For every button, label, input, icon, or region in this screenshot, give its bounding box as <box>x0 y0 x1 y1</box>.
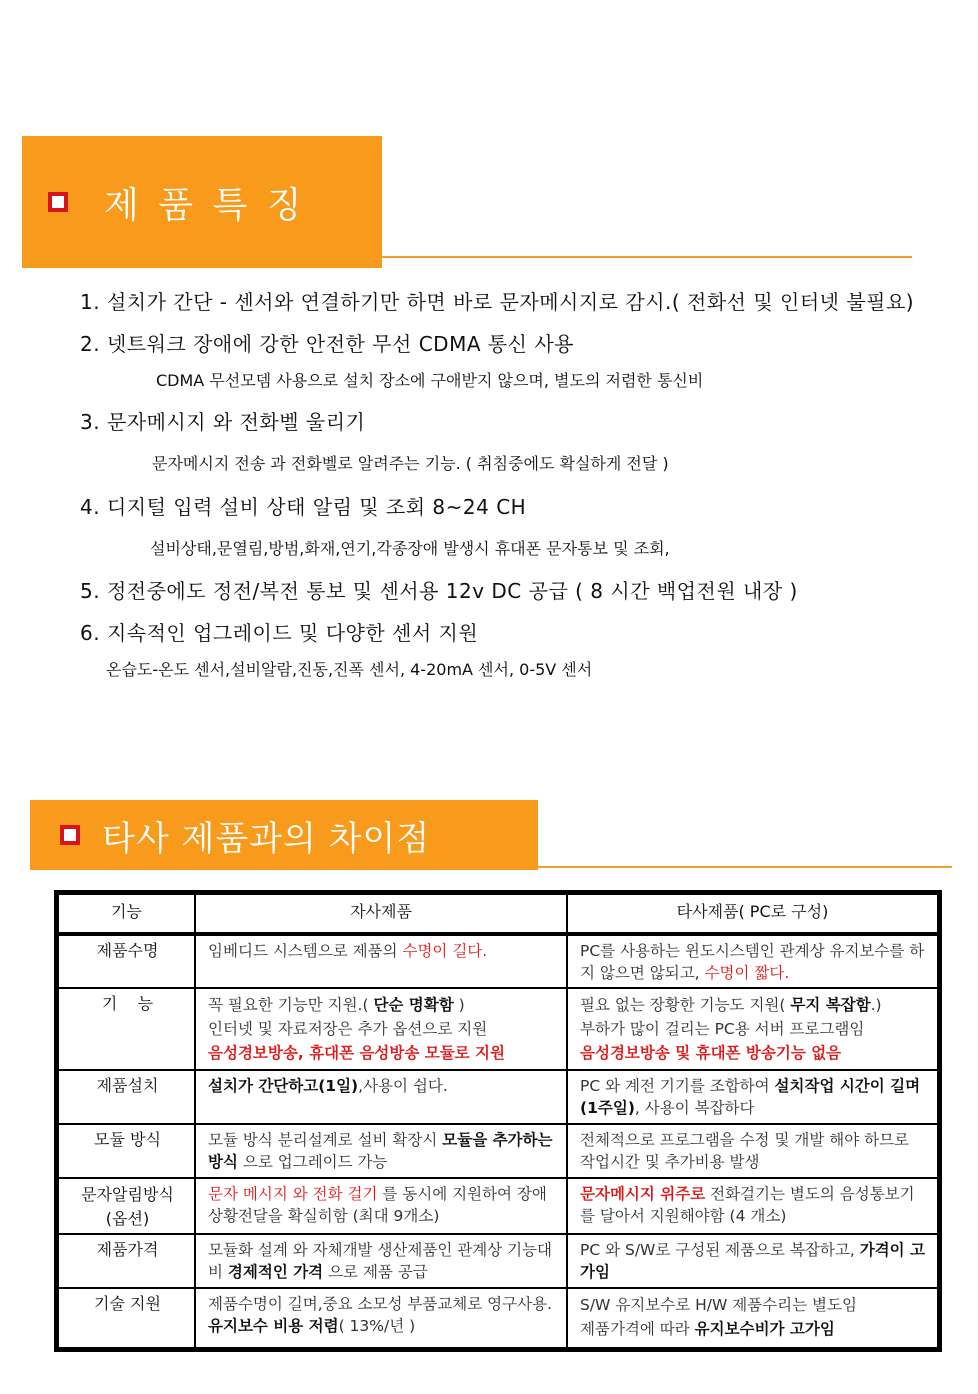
table-header-row <box>58 894 938 934</box>
table-row <box>58 1124 938 1178</box>
feature-6-detail: 온습도-온도 센서,설비알람,진동,진폭 센서, 4-20mA 센서, 0-5V 센서 <box>106 660 593 679</box>
section2-rule <box>538 866 952 868</box>
section1-banner <box>22 136 382 268</box>
section1-rule <box>382 256 912 258</box>
theirs-cell: 문자메시지 위주로 전화걸기는 별도의 음성통보기를 달아서 지원해야함 (4 개소) <box>567 1178 938 1234</box>
table-row <box>58 988 938 1070</box>
checkbox-icon <box>60 825 80 845</box>
theirs-cell: 필요 없는 장황한 기능도 지원( 무지 복잡함.) 부하가 많이 걸리는 PC용 서버 프로그램임 음성경보방송 및 휴대폰 방송기능 없음 <box>567 988 938 1070</box>
ours-cell: 모듈 방식 분리설계로 설비 확장시 모듈을 추가하는 방식 으로 업그레이드 가능 <box>195 1124 567 1178</box>
theirs-cell: 전체적으로 프로그램을 수정 및 개발 해야 하므로 작업시간 및 추가비용 발생 <box>567 1124 938 1178</box>
feature-2: 2. 넷트워크 장애에 강한 안전한 무선 CDMA 통신 사용 <box>80 332 575 356</box>
theirs-cell: PC 와 계전 기기를 조합하여 설치작업 시간이 길며 (1주일), 사용이 복잡하다 <box>567 1070 938 1124</box>
feature-6: 6. 지속적인 업그레이드 및 다양한 센서 지원 <box>80 621 479 645</box>
row-label: 제품수명 <box>58 934 195 988</box>
table-row <box>58 1178 938 1234</box>
ours-cell: 꼭 필요한 기능만 지원.( 단순 명확함 ) 인터넷 및 자료저장은 추가 옵션으로 지원 음성경보방송, 휴대폰 음성방송 모듈로 지원 <box>195 988 567 1070</box>
row-label: 모듈 방식 <box>58 1124 195 1178</box>
ours-cell: 문자 메시지 와 전화 걸기 를 동시에 지원하여 장애 상황전달을 확실히함 (최대 9개소) <box>195 1178 567 1234</box>
table-row <box>58 1070 938 1124</box>
section2-title: 타사 제품과의 차이점 <box>102 818 431 859</box>
feature-3-detail: 문자메시지 전송 과 전화벨로 알려주는 기능. ( 취침중에도 확실하게 전달 ) <box>152 454 669 473</box>
section2-banner <box>30 800 538 870</box>
feature-4: 4. 디지털 입력 설비 상태 알림 및 조회 8~24 CH <box>80 495 527 519</box>
comparison-table <box>54 890 942 1352</box>
theirs-cell: S/W 유지보수로 H/W 제품수리는 별도임 제품가격에 따라 유지보수비가 고가임 <box>567 1288 938 1348</box>
row-label: 제품가격 <box>58 1234 195 1288</box>
section1-title: 제 품 특 징 <box>104 184 306 226</box>
header-feature: 기능 <box>58 894 195 934</box>
table-row <box>58 1234 938 1288</box>
ours-cell: 설치가 간단하고(1일),사용이 쉽다. <box>195 1070 567 1124</box>
table-row <box>58 934 938 988</box>
feature-1: 1. 설치가 간단 - 센서와 연결하기만 하면 바로 문자메시지로 감시.( 전화선 및 인터넷 불필요) <box>80 290 915 314</box>
row-label: 제품설치 <box>58 1070 195 1124</box>
row-label: 기 능 <box>58 988 195 1070</box>
checkbox-icon <box>48 192 68 212</box>
row-label: 문자알림방식 (옵션) <box>58 1178 195 1234</box>
table-row <box>58 1288 938 1348</box>
ours-cell: 제품수명이 길며,중요 소모성 부품교체로 영구사용. 유지보수 비용 저렴( 13%/년 ) <box>195 1288 567 1348</box>
theirs-cell: PC를 사용하는 윈도시스템인 관계상 유지보수를 하지 않으면 않되고, 수명이 짧다. <box>567 934 938 988</box>
header-ours: 자사제품 <box>195 894 567 934</box>
row-label: 기술 지원 <box>58 1288 195 1348</box>
feature-5: 5. 정전중에도 정전/복전 통보 및 센서용 12v DC 공급 ( 8 시간 백업전원 내장 ) <box>80 579 798 603</box>
feature-4-detail: 설비상태,문열림,방범,화재,연기,각종장애 발생시 휴대폰 문자통보 및 조회, <box>150 539 670 558</box>
ours-cell: 모듈화 설계 와 자체개발 생산제품인 관계상 기능대비 경제적인 가격 으로 제품 공급 <box>195 1234 567 1288</box>
theirs-cell: PC 와 S/W로 구성된 제품으로 복잡하고, 가격이 고가임 <box>567 1234 938 1288</box>
header-theirs: 타사제품( PC로 구성) <box>567 894 938 934</box>
feature-2-detail: CDMA 무선모뎀 사용으로 설치 장소에 구애받지 않으며, 별도의 저렴한 통신비 <box>156 371 704 390</box>
ours-cell: 임베디드 시스템으로 제품의 수명이 길다. <box>195 934 567 988</box>
feature-3: 3. 문자메시지 와 전화벨 울리기 <box>80 410 366 434</box>
